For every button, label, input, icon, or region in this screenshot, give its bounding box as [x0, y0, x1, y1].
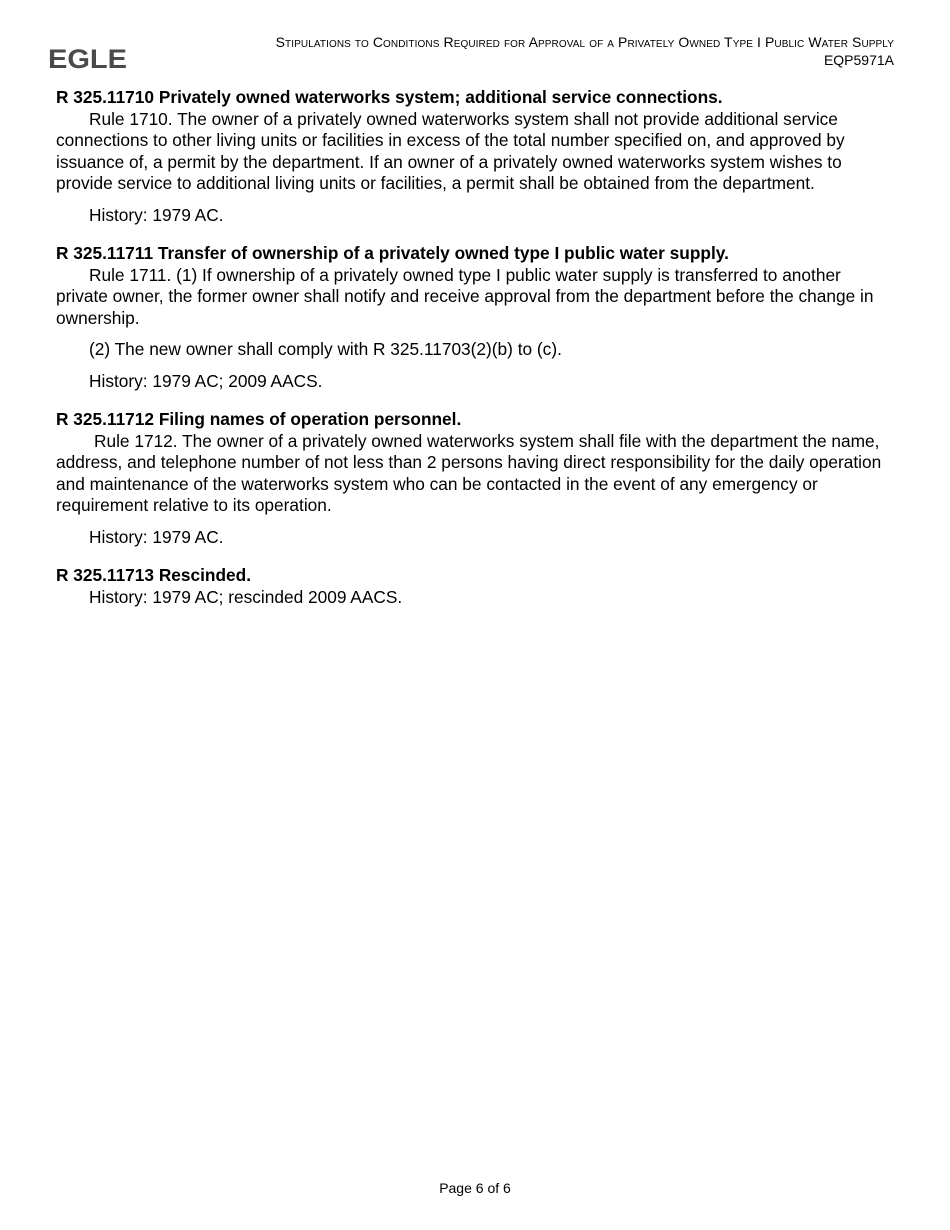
- section-11712: [56, 409, 896, 548]
- section-heading: R 325.11710 Privately owned waterworks system; additional service connections.: [56, 87, 723, 107]
- history-note: History: 1979 AC; rescinded 2009 AACS.: [89, 586, 403, 607]
- egle-logo: [48, 45, 128, 71]
- document-body: [56, 87, 896, 625]
- section-11710: [56, 87, 896, 226]
- rule-text: Rule 1712. The owner of a privately owned waterworks system shall file with the department the name, address, and telephone number of not less than 2 persons having direct responsibility for the daily operation and maintenance of the waterworks system who can be contacted in the event of any emergency or requirement relative to its operation.: [56, 430, 882, 515]
- header-title: Stipulations to Conditions Required for Approval of a Privately Owned Type I Public Water Supply: [275, 34, 894, 50]
- section-11713: [56, 565, 896, 608]
- page-header: [276, 33, 894, 69]
- form-number: EQP5971A: [823, 52, 894, 68]
- rule-text: Rule 1711. (1) If ownership of a privately owned type I public water supply is transferred to another private owner, the former owner shall notify and receive approval from the department before the change in ownership.: [56, 264, 874, 328]
- page-number: Page 6 of 6: [439, 1180, 511, 1196]
- section-heading: R 325.11712 Filing names of operation personnel.: [56, 409, 462, 429]
- history-note: History: 1979 AC; 2009 AACS.: [89, 370, 323, 391]
- subrule-text: (2) The new owner shall comply with R 325.11703(2)(b) to (c).: [89, 339, 562, 359]
- section-heading: R 325.11713 Rescinded.: [56, 565, 252, 585]
- section-heading: R 325.11711 Transfer of ownership of a privately owned type I public water supply.: [56, 243, 729, 263]
- logo-text: EGLE: [48, 45, 127, 71]
- history-note: History: 1979 AC.: [89, 204, 224, 225]
- section-11711: [56, 243, 896, 392]
- history-note: History: 1979 AC.: [89, 526, 224, 547]
- rule-text: Rule 1710. The owner of a privately owned waterworks system shall not provide additional service connections to other living units or facilities in excess of the total number specified on, and approved by issuance of, a permit by the department. If an owner of a privately owned waterworks system wishes to provide service to additional living units or facilities, a permit shall be obtained from the department.: [56, 108, 845, 193]
